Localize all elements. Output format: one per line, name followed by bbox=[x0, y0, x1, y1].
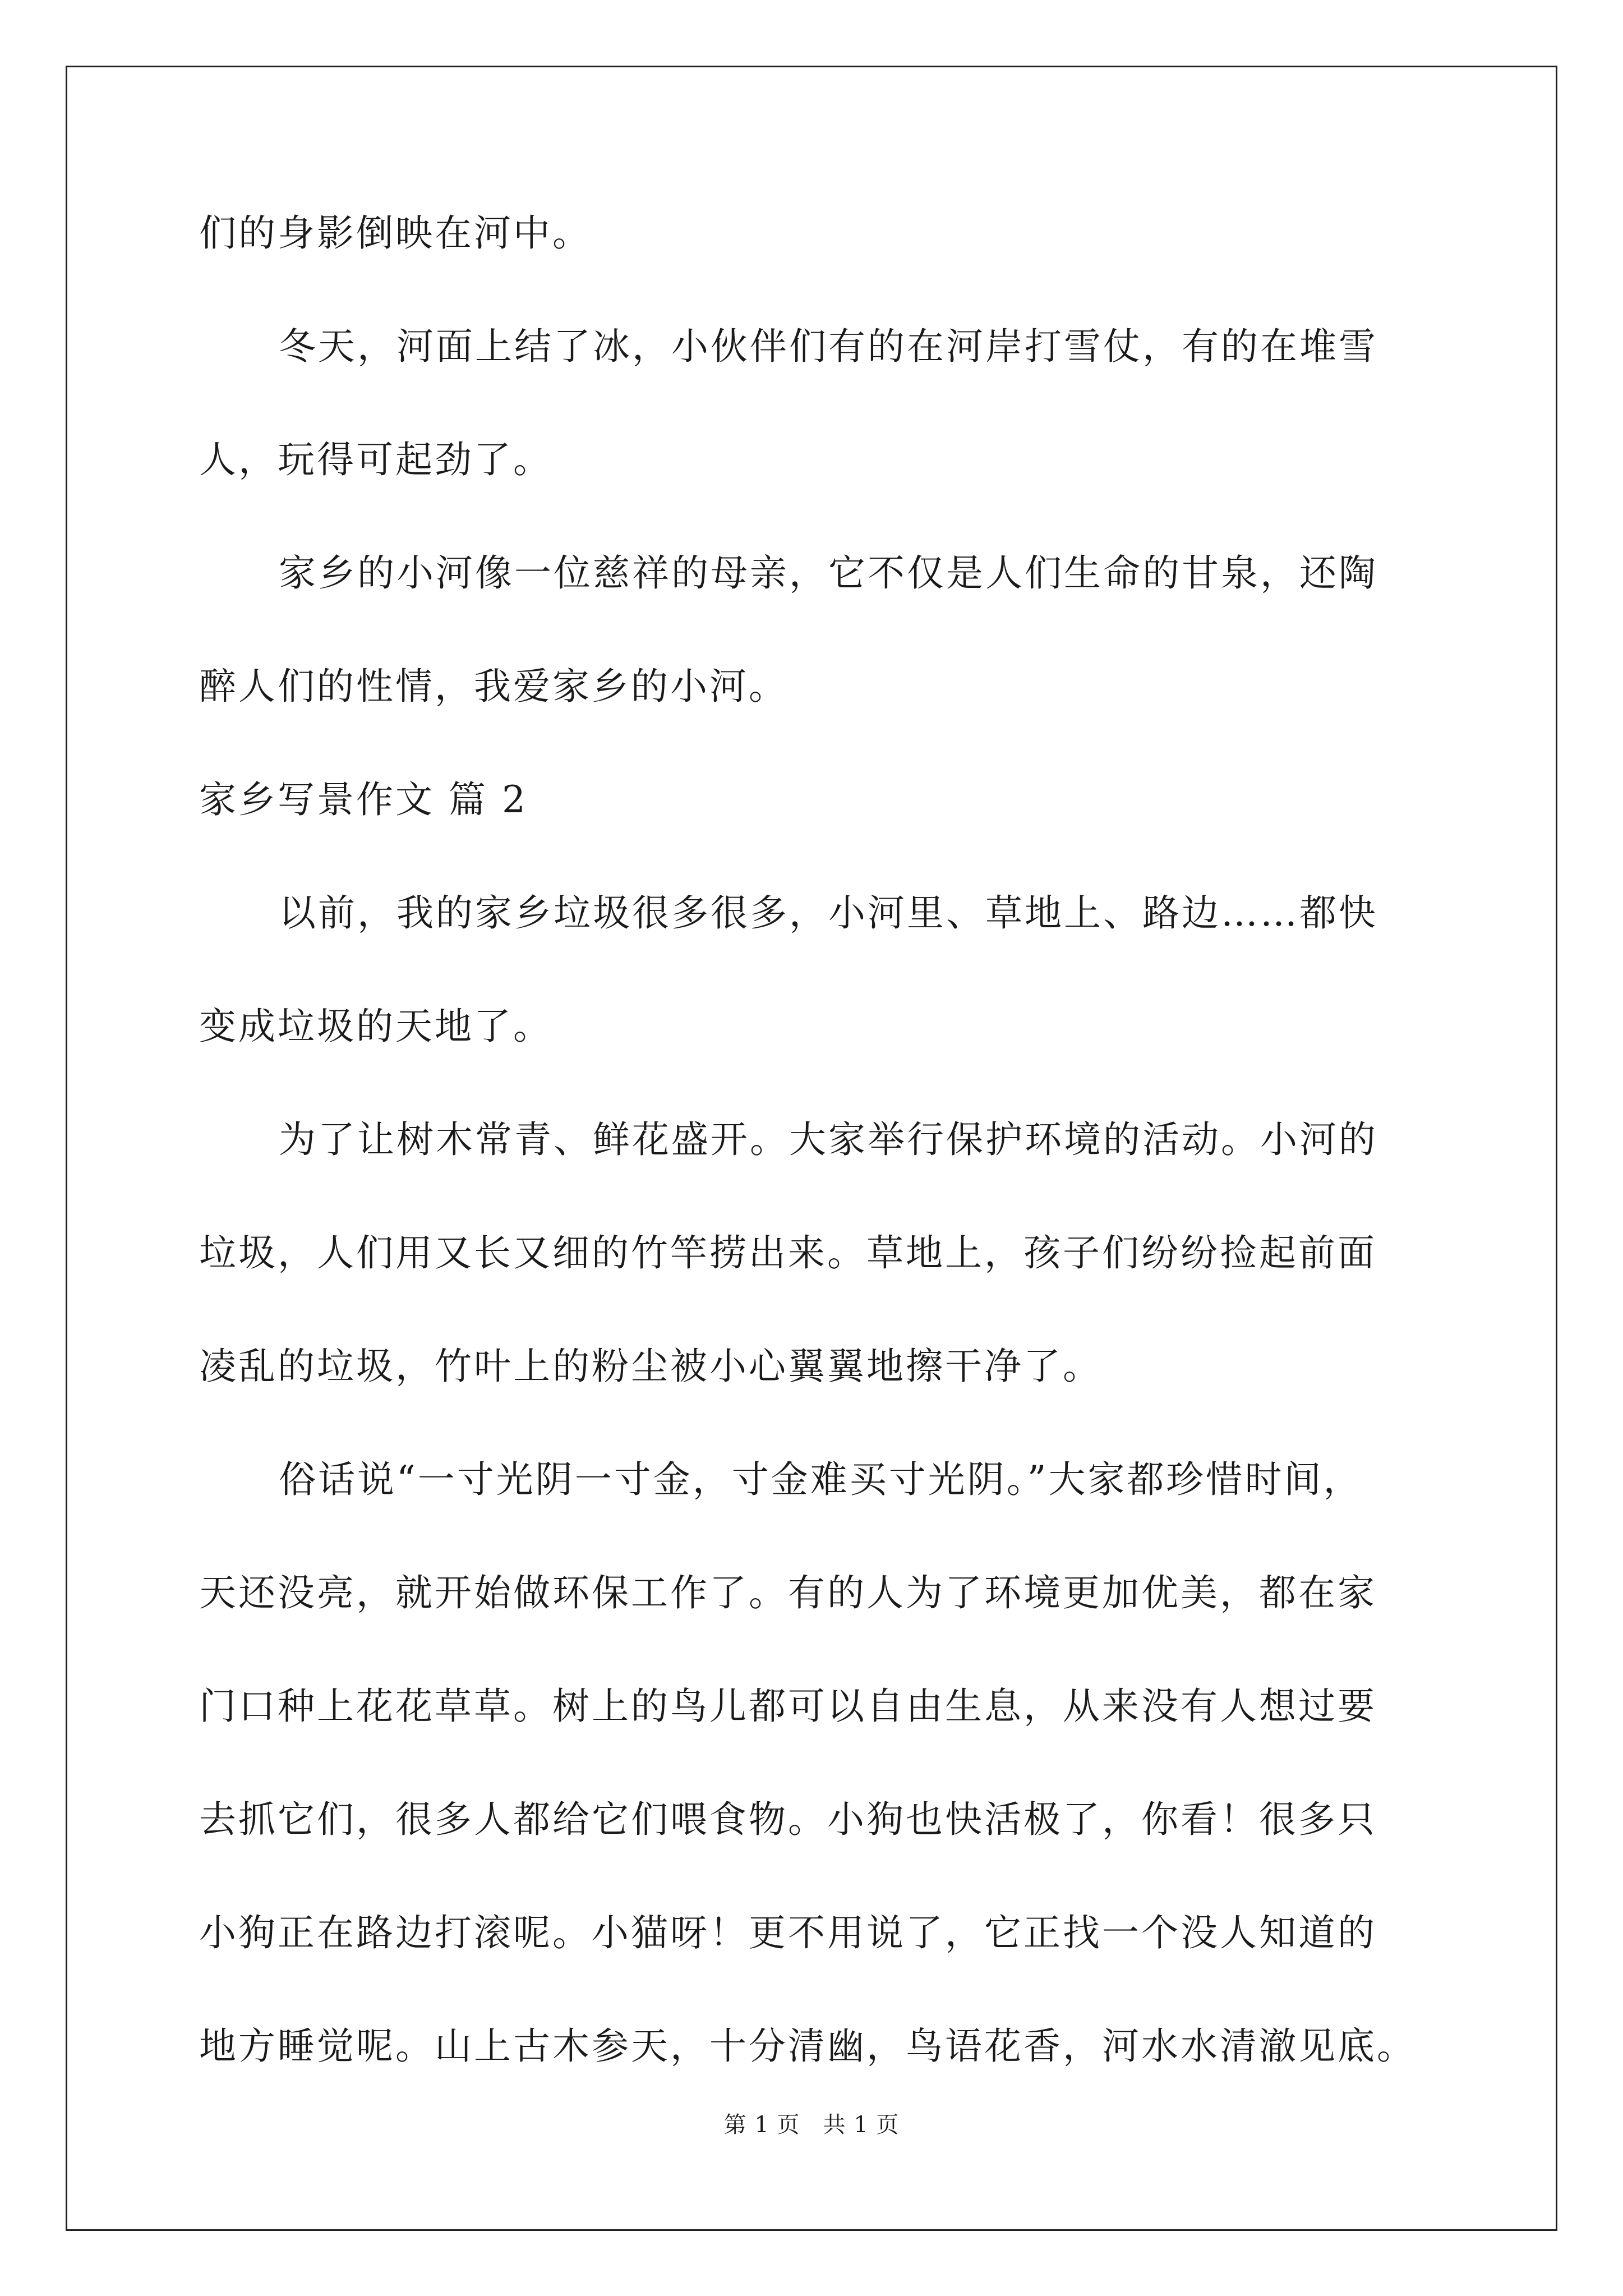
text-line: 以前，我的家乡垃圾很多很多，小河里、草地上、路边……都快 bbox=[279, 891, 1378, 935]
text-line: 们的身影倒映在河中。 bbox=[199, 211, 592, 255]
text-line: 门口种上花花草草。树上的鸟儿都可以自由生息，从来没有人想过要 bbox=[199, 1685, 1377, 1728]
document-body bbox=[199, 208, 1455, 2134]
section-heading: 家乡写景作文 篇 2 bbox=[199, 778, 528, 821]
text-line: 去抓它们，很多人都给它们喂食物。小狗也快活极了，你看！很多只 bbox=[199, 1798, 1377, 1841]
text-line: 地方睡觉呢。山上古木参天，十分清幽，鸟语花香，河水水清澈见底。 bbox=[199, 2024, 1416, 2068]
text-line: 凌乱的垃圾，竹叶上的粉尘被小心翼翼地擦干净了。 bbox=[199, 1345, 1102, 1388]
text-line: 天还没亮，就开始做环保工作了。有的人为了环境更加优美，都在家 bbox=[199, 1571, 1377, 1614]
text-line: 为了让树木常青、鲜花盛开。大家举行保护环境的活动。小河的 bbox=[279, 1118, 1378, 1161]
text-line: 醉人们的性情，我爱家乡的小河。 bbox=[199, 665, 788, 708]
text-line: 变成垃圾的天地了。 bbox=[199, 1005, 552, 1048]
text-line: 人，玩得可起劲了。 bbox=[199, 438, 552, 481]
page-footer: 第 1 页 共 1 页 bbox=[723, 2112, 900, 2138]
text-line: 俗话说“一寸光阴一寸金，寸金难买寸光阴。”大家都珍惜时间， bbox=[279, 1458, 1363, 1501]
text-line: 家乡的小河像一位慈祥的母亲，它不仅是人们生命的甘泉，还陶 bbox=[279, 551, 1378, 595]
text-line: 小狗正在路边打滚呢。小猫呀！更不用说了，它正找一个没人知道的 bbox=[199, 1911, 1377, 1954]
text-line: 冬天，河面上结了冰，小伙伴们有的在河岸打雪仗，有的在堆雪 bbox=[279, 325, 1378, 368]
text-line: 垃圾，人们用又长又细的竹竿捞出来。草地上，孩子们纷纷捡起前面 bbox=[199, 1231, 1377, 1274]
